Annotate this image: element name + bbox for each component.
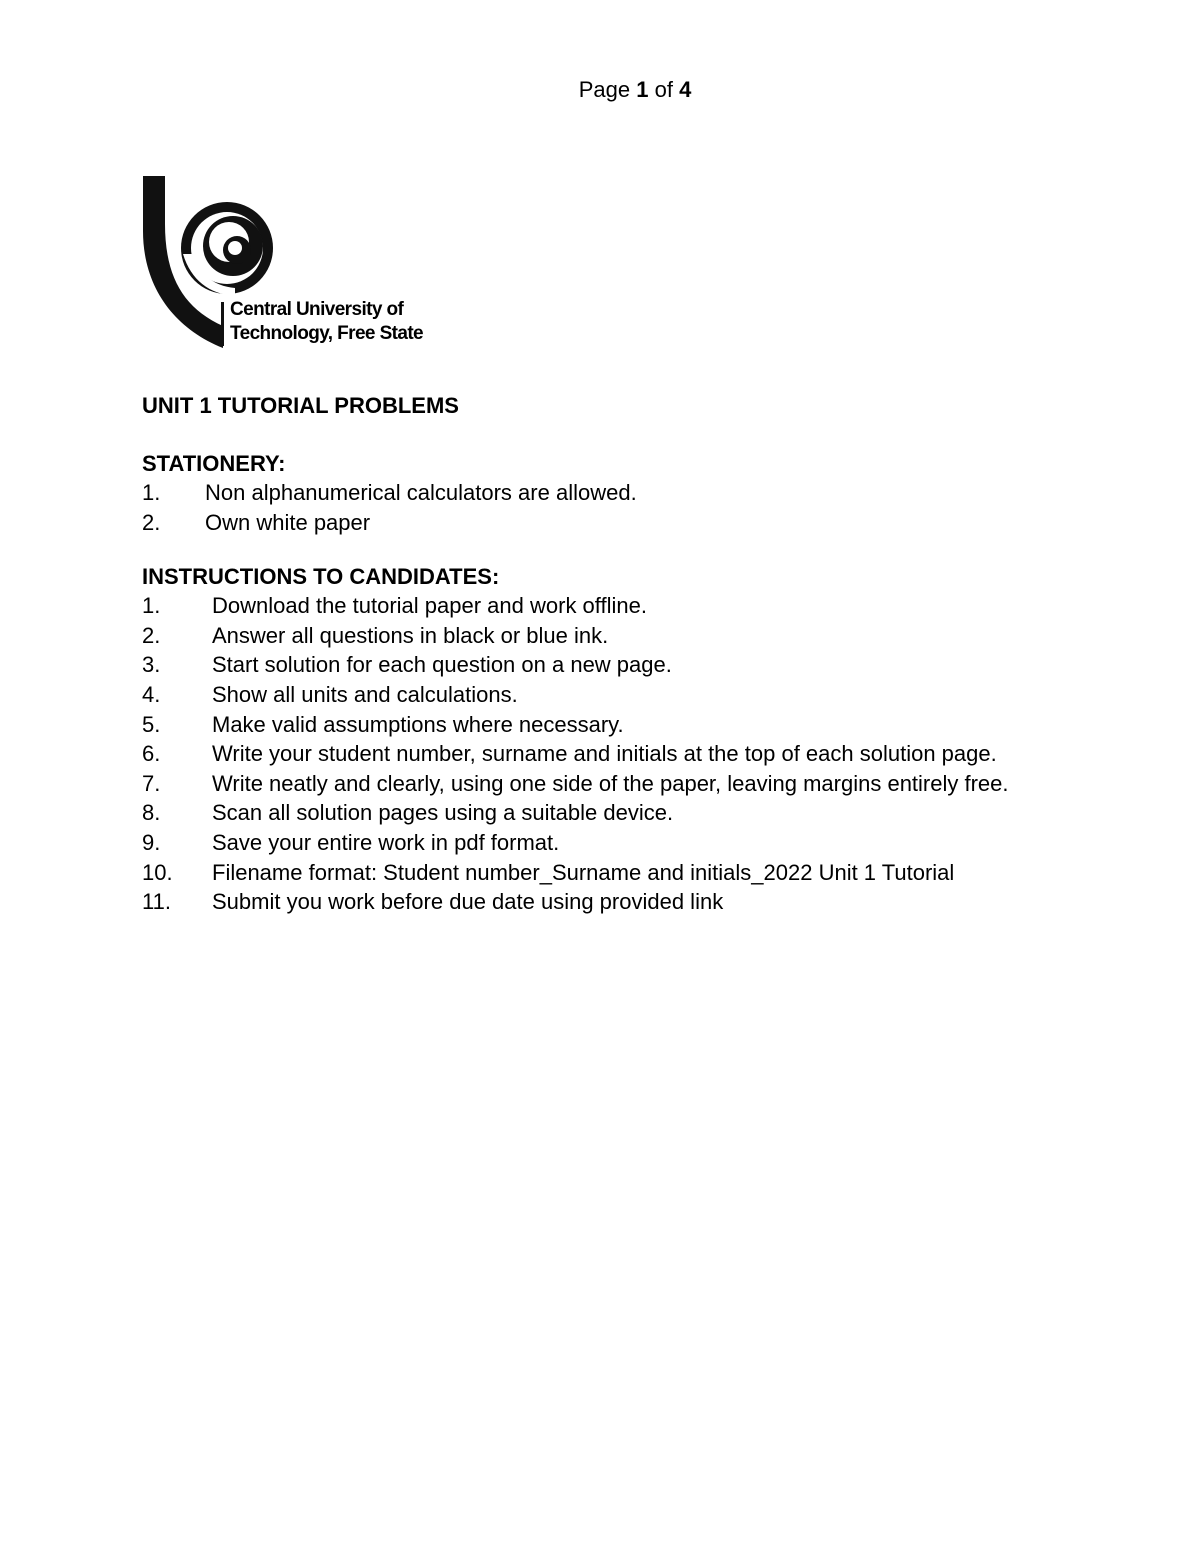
university-name [230,298,423,346]
stationery-list [142,478,1142,537]
item-number: 2. [142,509,161,535]
item-text: Start solution for each question on a new page. [212,652,672,678]
list-item [142,798,1142,828]
item-text: Show all units and calculations. [212,681,518,707]
item-number: 9. [142,829,161,855]
page-number-header [0,76,1200,104]
item-number: 1. [142,593,161,619]
list-item [142,858,1142,888]
document-body [142,392,1142,917]
item-text: Make valid assumptions where necessary. [212,711,624,737]
list-item [142,739,1142,769]
stationery-heading: STATIONERY: [142,451,286,476]
instructions-list [142,591,1142,917]
item-number: 4. [142,681,161,707]
item-number: 11. [142,889,171,915]
instructions-heading: INSTRUCTIONS TO CANDIDATES: [142,564,500,590]
item-number: 1. [142,480,161,505]
list-item [142,710,1142,740]
list-item [142,887,1142,917]
item-text: Save your entire work in pdf format. [212,829,560,855]
list-item [142,828,1142,858]
item-text: Write your student number, surname and initials at the top of each solution page. [212,741,997,767]
page-word: Page [578,77,631,102]
item-text: Download the tutorial paper and work offline. [212,593,647,619]
item-text: Scan all solution pages using a suitable device. [212,800,674,826]
item-number: 8. [142,800,161,826]
item-number: 7. [142,770,161,796]
list-item [142,621,1142,651]
of-word: of [654,77,673,102]
total-pages-number: 4 [679,77,692,102]
section-spacer [142,537,1142,563]
item-text: Submit you work before due date using provided link [212,889,724,915]
list-item [142,508,1142,538]
item-text: Filename format: Student number_Surname and initials_2022 Unit 1 Tutorial [212,859,955,885]
list-item [142,680,1142,710]
document-title: UNIT 1 TUTORIAL PROBLEMS [142,393,459,418]
item-number: 3. [142,652,161,678]
university-logo [143,176,443,356]
item-text: Write neatly and clearly, using one side of the paper, leaving margins entirely free. [212,770,1009,796]
university-name-line1: Central University of [230,299,404,320]
item-number: 5. [142,711,161,737]
university-name-line2: Technology, Free State [230,323,424,344]
list-item [142,591,1142,621]
list-item [142,478,1142,508]
item-number: 2. [142,622,161,648]
item-text: Non alphanumerical calculators are allowed. [205,480,637,505]
item-number: 6. [142,741,161,767]
list-item [142,769,1142,799]
item-text: Own white paper [205,509,371,535]
list-item [142,650,1142,680]
current-page-number: 1 [636,77,649,102]
item-text: Answer all questions in black or blue ink. [212,622,609,648]
item-number: 10. [142,859,173,885]
